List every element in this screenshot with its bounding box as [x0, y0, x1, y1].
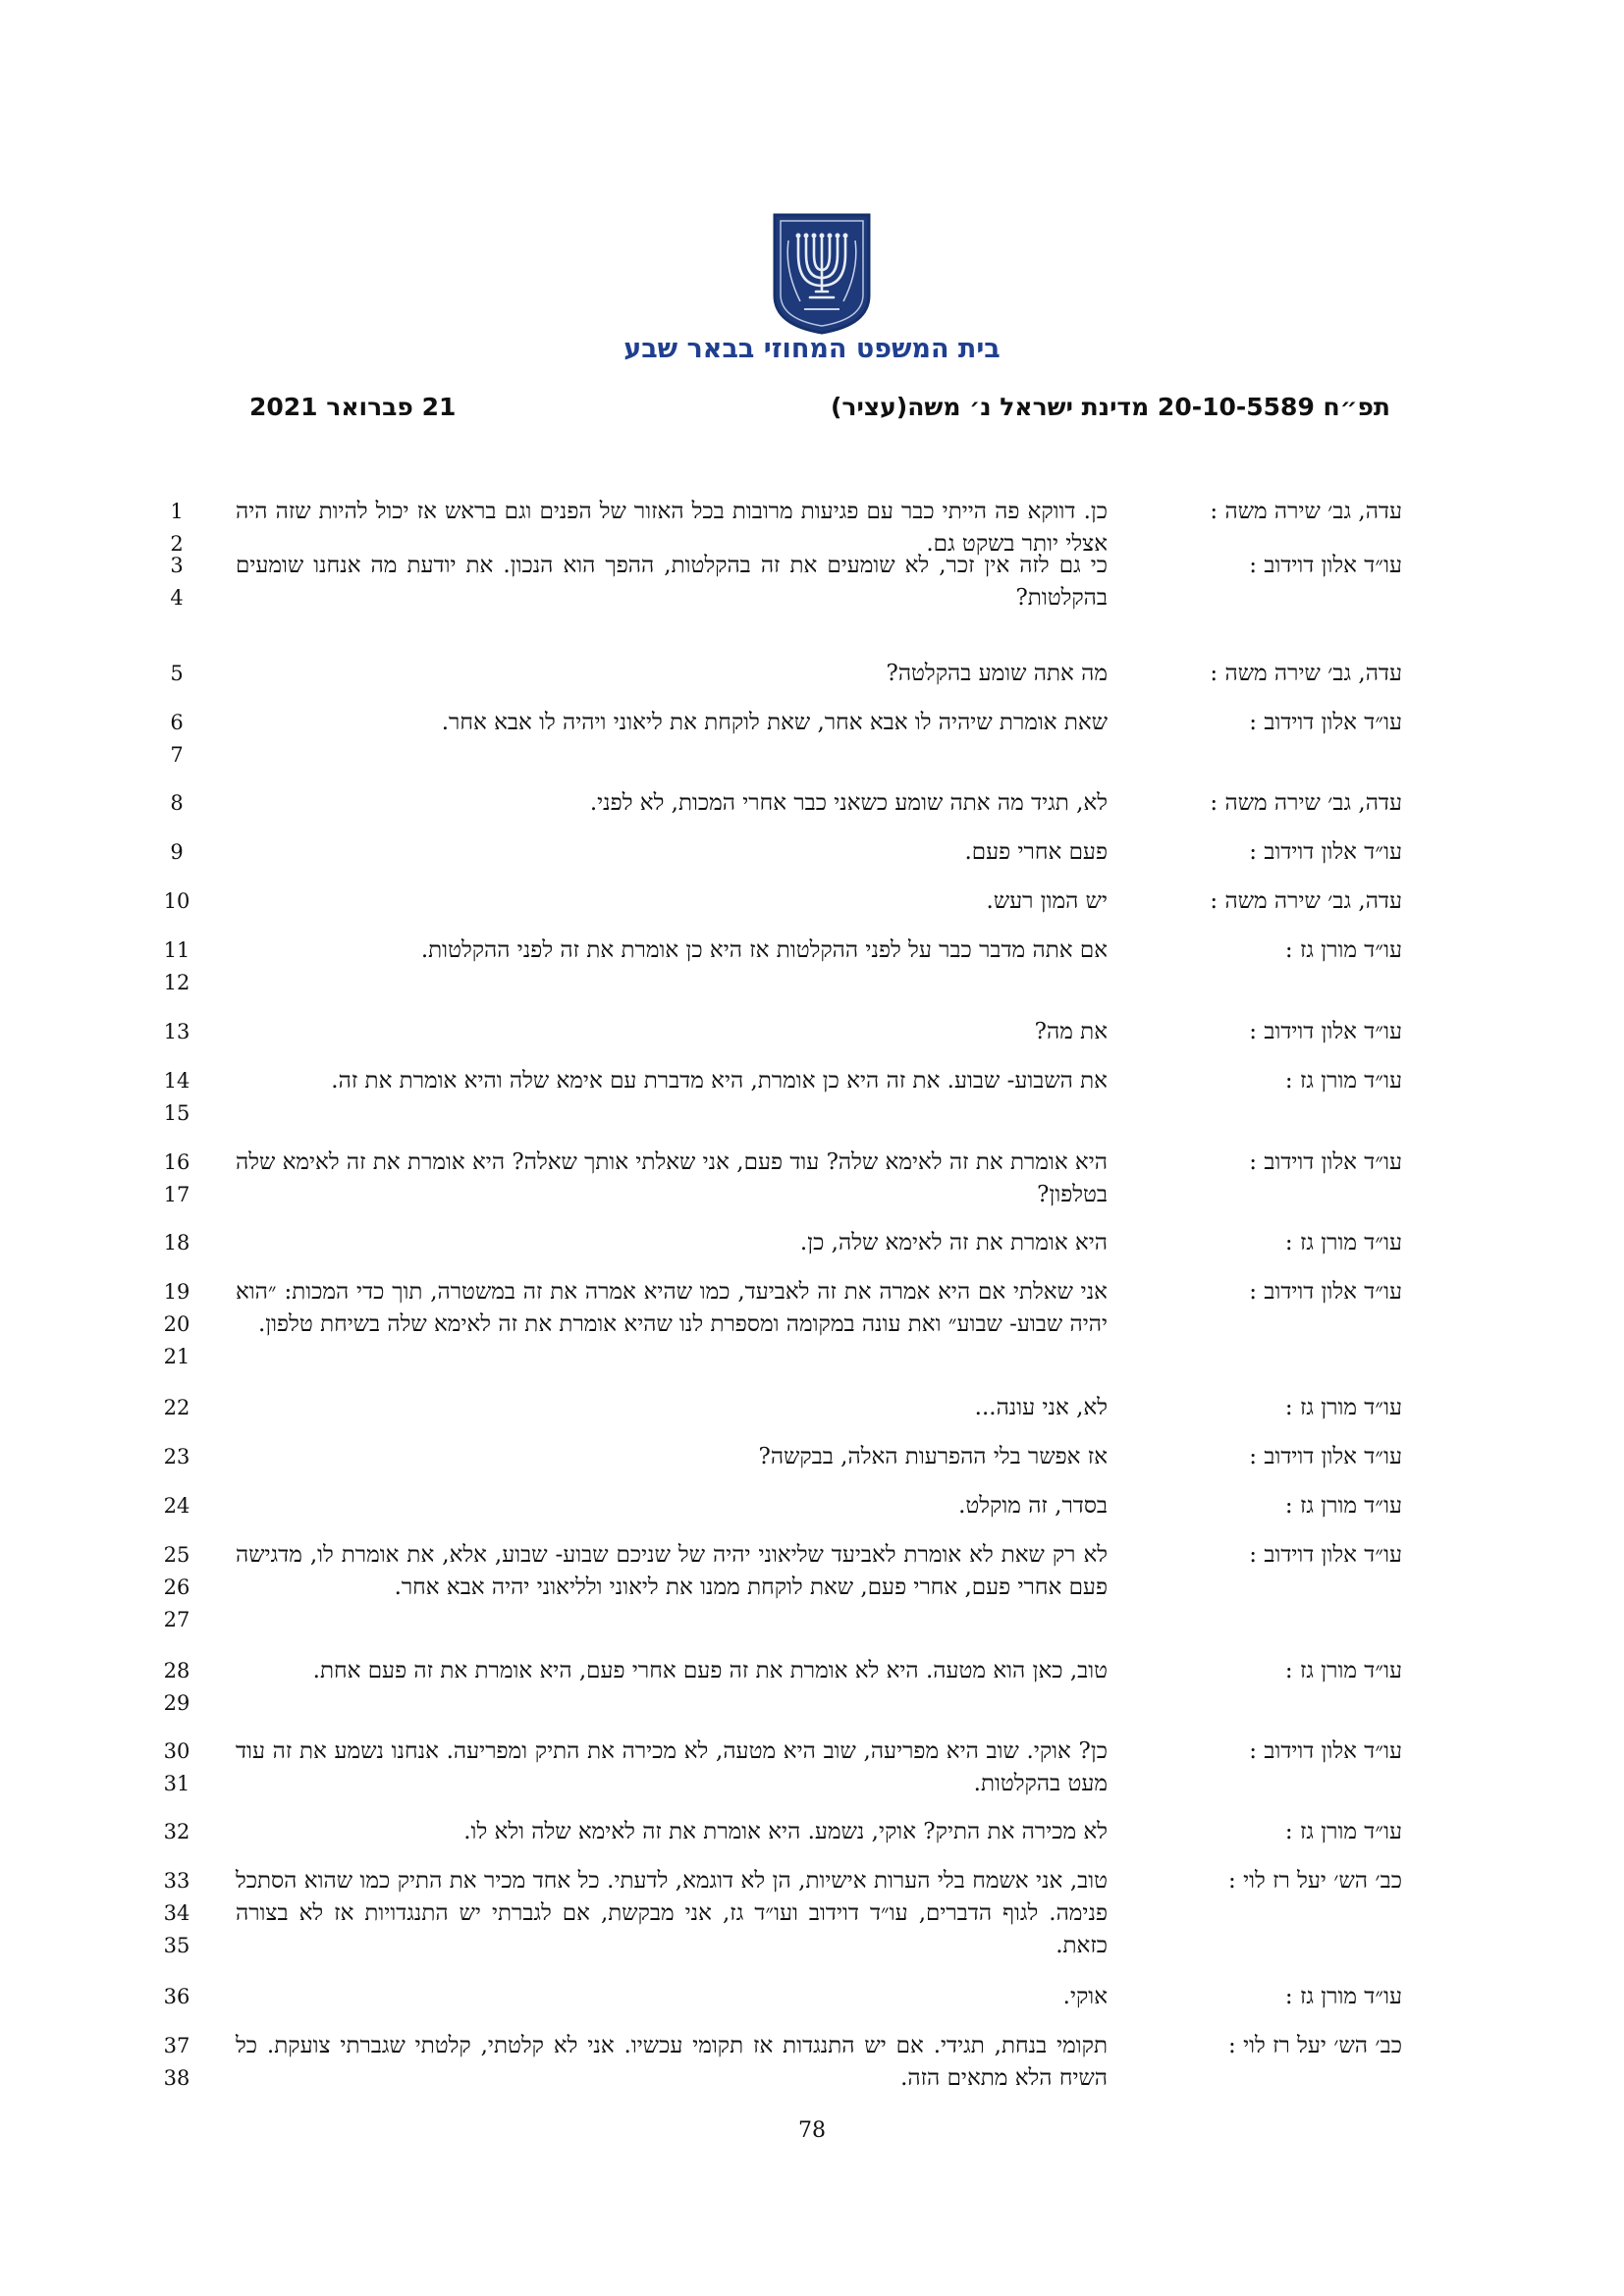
line-numbers	[147, 885, 206, 918]
utterance-text: טוב, כאן הוא מטעה. היא לא אומרת את זה פעם אחרי פעם, היא אומרת את זה פעם אחת.	[312, 1658, 1108, 1683]
line-number: 23	[163, 1445, 190, 1468]
line-numbers	[147, 787, 206, 820]
line-number: 11	[163, 938, 190, 962]
line-number: 14	[163, 1069, 190, 1093]
speaker-name: עו״ד מורן גז :	[1284, 1658, 1402, 1683]
utterance-text: אוקי.	[1062, 1984, 1108, 2009]
line-number: 33	[163, 1869, 190, 1893]
line-numbers	[147, 1441, 206, 1473]
speaker-name: עו״ד אלון דוידוב :	[1249, 1542, 1402, 1568]
utterance-text: אם אתה מדבר כבר על לפני ההקלטות אז היא כן אומרת את זה לפני ההקלטות.	[420, 937, 1108, 963]
utterance-text: היא אומרת את זה לאימא שלה, כן.	[799, 1230, 1108, 1255]
line-number: 7	[170, 743, 184, 767]
line-numbers	[147, 707, 206, 772]
line-numbers	[147, 1490, 206, 1522]
line-number: 21	[163, 1345, 190, 1368]
line-numbers	[147, 1016, 206, 1048]
utterance-text: לא רק שאת לא אומרת לאביעד שליאוני יהיה של שניכם שבוע- שבוע, אלא, את אומרת לו, מדגישה פעם אחרי פעם, אחרי פעם, שאת לוקחת ממנו את ליאוני ולליאוני יהיה אבא אחר.	[236, 1542, 1108, 1600]
speaker-name: כב׳ הש׳ יעל רז לוי :	[1228, 1868, 1402, 1894]
speaker-name: עו״ד אלון דוידוב :	[1249, 839, 1402, 865]
utterance-text: היא אומרת את זה לאימא שלה? עוד פעם, אני שאלתי אותך שאלה? היא אומרת את זה לאימא שלה בטלפון?	[236, 1149, 1108, 1207]
line-numbers	[147, 550, 206, 614]
line-numbers	[147, 1865, 206, 1962]
line-number: 36	[163, 1985, 190, 2008]
line-number: 12	[163, 971, 190, 994]
line-numbers	[147, 2030, 206, 2095]
line-numbers	[147, 1147, 206, 1211]
speaker-name: עו״ד אלון דוידוב :	[1249, 1279, 1402, 1305]
utterance-text: כי גם לזה אין זכר, לא שומעים את זה בהקלטות, ההפך הוא הנכון. את יודעת מה אנחנו שומעים בהקלטות?	[236, 553, 1108, 611]
utterance-text: כן? אוקי. שוב היא מפריעה, שוב היא מטעה, לא מכירה את התיק ומפריעה. אנחנו נשמע את זה עוד מעט בהקלטות.	[236, 1738, 1108, 1796]
line-numbers	[147, 1735, 206, 1800]
utterance-text: יש המון רעש.	[986, 888, 1108, 914]
utterance-text: לא מכירה את התיק? אוקי, נשמע. היא אומרת את זה לאימא שלה ולא לו.	[463, 1819, 1108, 1844]
line-numbers	[147, 1065, 206, 1130]
line-numbers	[147, 1276, 206, 1373]
speaker-name: עו״ד מורן גז :	[1284, 1984, 1402, 2009]
line-number: 31	[163, 1772, 190, 1795]
speaker-name: עדה, גב׳ שירה משה :	[1210, 790, 1402, 816]
utterance-text: פעם אחרי פעם.	[964, 839, 1108, 865]
line-number: 4	[170, 586, 184, 610]
speaker-name: עו״ד אלון דוידוב :	[1249, 1019, 1402, 1044]
utterance-text: תקומי בנחת, תגידי. אם יש התנגדות אז תקומי עכשיו. אני לא קלטתי, קלטתי שגברתי צועקת. כל השיח הלא מתאים הזה.	[236, 2033, 1108, 2091]
speaker-name: כב׳ הש׳ יעל רז לוי :	[1228, 2033, 1402, 2058]
line-number: 22	[163, 1396, 190, 1419]
line-number: 20	[163, 1312, 190, 1336]
line-number: 16	[163, 1150, 190, 1174]
line-number: 37	[163, 2034, 190, 2057]
case-title: תפ״ח 20-10-5589 מדינת ישראל נ׳ משה(עציר)	[830, 393, 1390, 421]
court-name: בית המשפט המחוזי בבאר שבע	[623, 334, 1001, 364]
line-numbers	[147, 836, 206, 869]
line-number: 6	[170, 711, 184, 734]
line-numbers	[147, 1539, 206, 1636]
speaker-name: עו״ד אלון דוידוב :	[1249, 1738, 1402, 1764]
line-numbers	[147, 658, 206, 690]
utterance-text: מה אתה שומע בהקלטה?	[886, 661, 1108, 686]
line-number: 13	[163, 1020, 190, 1043]
speaker-name: עדה, גב׳ שירה משה :	[1210, 661, 1402, 686]
speaker-name: עו״ד מורן גז :	[1284, 1230, 1402, 1255]
line-number: 1	[170, 500, 184, 523]
line-number: 9	[170, 840, 184, 864]
page-number: 78	[798, 2118, 826, 2143]
utterance-text: את מה?	[1034, 1019, 1108, 1044]
utterance-text: את השבוע- שבוע. את זה היא כן אומרת, היא מדברת עם אימא שלה והיא אומרת את זה.	[331, 1068, 1108, 1094]
line-number: 18	[163, 1231, 190, 1255]
utterance-text: אז אפשר בלי ההפרעות האלה, בבקשה?	[758, 1444, 1108, 1469]
line-number: 32	[163, 1820, 190, 1843]
speaker-name: עו״ד אלון דוידוב :	[1249, 1444, 1402, 1469]
line-numbers	[147, 1981, 206, 2013]
speaker-name: עדה, גב׳ שירה משה :	[1210, 888, 1402, 914]
line-number: 10	[163, 889, 190, 913]
speaker-name: עו״ד מורן גז :	[1284, 1819, 1402, 1844]
utterance-text: אני שאלתי אם היא אמרה את זה לאביעד, כמו שהיא אמרה את זה במשטרה, תוך כדי המכות: ״הוא יהיה שבוע- שבוע״ ואת עונה במקומה ומספרת לנו שהיא אומרת את זה לאימא שלה בשיחת טלפון.	[236, 1279, 1108, 1337]
speaker-name: עו״ד אלון דוידוב :	[1249, 710, 1402, 735]
speaker-name: עו״ד אלון דוידוב :	[1249, 1149, 1402, 1175]
line-number: 2	[170, 532, 184, 556]
speaker-name: עו״ד מורן גז :	[1284, 1493, 1402, 1519]
speaker-name: עדה, גב׳ שירה משה :	[1210, 499, 1402, 524]
line-number: 5	[170, 662, 184, 685]
line-number: 28	[163, 1659, 190, 1682]
line-number: 29	[163, 1691, 190, 1715]
utterance-text: בסדר, זה מוקלט.	[958, 1493, 1108, 1519]
line-number: 34	[163, 1901, 190, 1925]
utterance-text: טוב, אני אשמח בלי הערות אישיות, הן לא דוגמא, לדעתי. כל אחד מכיר את התיק כמו שהוא הסתכל פנימה. לגוף הדברים, עו״ד דוידוב ועו״ד גז, אני מבקשת, אם לגברתי יש התנגדויות אז לא בצורה כזאת.	[236, 1868, 1108, 1958]
utterance-text: כן. דווקא פה הייתי כבר עם פגיעות מרובות בכל האזור של הפנים וגם בראש אז יכול להיות שזה היה אצלי יותר בשקט גם.	[236, 499, 1108, 557]
line-numbers	[147, 1816, 206, 1848]
speaker-name: עו״ד מורן גז :	[1284, 1068, 1402, 1094]
line-number: 26	[163, 1575, 190, 1599]
line-number: 8	[170, 791, 184, 815]
speaker-name: עו״ד מורן גז :	[1284, 1395, 1402, 1420]
line-number: 15	[163, 1101, 190, 1125]
line-number: 17	[163, 1183, 190, 1206]
line-numbers	[147, 1392, 206, 1424]
speaker-name: עו״ד אלון דוידוב :	[1249, 553, 1402, 578]
hearing-date: 21 פברואר 2021	[249, 393, 457, 421]
line-number: 19	[163, 1280, 190, 1304]
utterance-text: לא, אני עונה...	[974, 1395, 1108, 1420]
line-numbers	[147, 1227, 206, 1259]
line-number: 35	[163, 1934, 190, 1957]
utterance-text: שאת אומרת שיהיה לו אבא אחר, שאת לוקחת את ליאוני ויהיה לו אבא אחר.	[441, 710, 1108, 735]
line-numbers	[147, 1655, 206, 1720]
line-number: 27	[163, 1608, 190, 1631]
line-number: 25	[163, 1543, 190, 1567]
speaker-name: עו״ד מורן גז :	[1284, 937, 1402, 963]
line-number: 30	[163, 1739, 190, 1763]
utterance-text: לא, תגיד מה אתה שומע כשאני כבר אחרי המכות, לא לפני.	[589, 790, 1108, 816]
line-number: 38	[163, 2066, 190, 2090]
line-number: 3	[170, 554, 184, 577]
line-number: 24	[163, 1494, 190, 1518]
line-numbers	[147, 934, 206, 999]
